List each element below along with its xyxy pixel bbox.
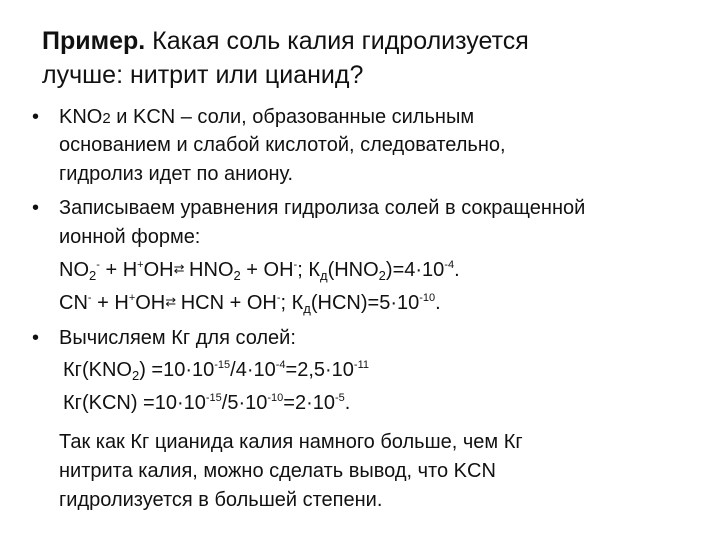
bullet-2-line-1: Записываем уравнения гидролиза солей в сокращенной bbox=[59, 197, 586, 219]
title-label: Пример. bbox=[42, 27, 146, 55]
bullet-2-line-2: ионной форме: bbox=[59, 226, 201, 248]
conclusion-line-1: Так как Кг цианида калия намного больше, чем Кг bbox=[59, 431, 523, 453]
bullet-3-line-1: Вычисляем Кг для солей: bbox=[59, 327, 296, 349]
bullet-1-line-1: KNO2 и KCN – соли, образованные сильным bbox=[59, 106, 475, 128]
conclusion-line-3: гидролизуется в большей степени. bbox=[59, 489, 383, 511]
bullet-marker: • bbox=[32, 327, 40, 349]
calc-nitrite: $Кг(KNO_2) =10\cdot 10^{-15}/4\cdot 10^{-4}=2,5\cdot 10^{-11}$ bbox=[63, 359, 370, 383]
calc-cyanide: $Кг(KCN) =10\cdot 10^{-15}/5\cdot 10^{-10}=2\cdot 10^{-5}$. bbox=[63, 392, 351, 414]
equilibrium-arrow-icon: ⇄ bbox=[165, 294, 176, 309]
title-question-line2: лучше: нитрит или цианид? bbox=[42, 61, 364, 89]
bullet-1-line-3: гидролиз идет по аниону. bbox=[59, 163, 294, 185]
bullet-marker: • bbox=[32, 197, 40, 219]
equilibrium-arrow-icon: ⇄ bbox=[173, 261, 184, 276]
equation-cyanide: CN- + H+OH⇄ HCN + OH-; $К_д(HCN)=5\cdot 10^{-10}$. bbox=[59, 292, 441, 316]
bullet-1-line-2: основанием и слабой кислотой, следовательно, bbox=[59, 134, 506, 156]
slide-title bbox=[42, 24, 692, 92]
conclusion-line-2: нитрита калия, можно сделать вывод, что KCN bbox=[59, 460, 496, 482]
title-question-line1: Какая соль калия гидролизуется bbox=[145, 27, 529, 55]
bullet-marker: • bbox=[32, 106, 40, 128]
equation-nitrite: $NO_2^-$ + H+OH⇄ $HNO_2 + OH^-$; $К_д(HNO_2)=4\cdot 10^{-4}$. bbox=[59, 259, 460, 283]
